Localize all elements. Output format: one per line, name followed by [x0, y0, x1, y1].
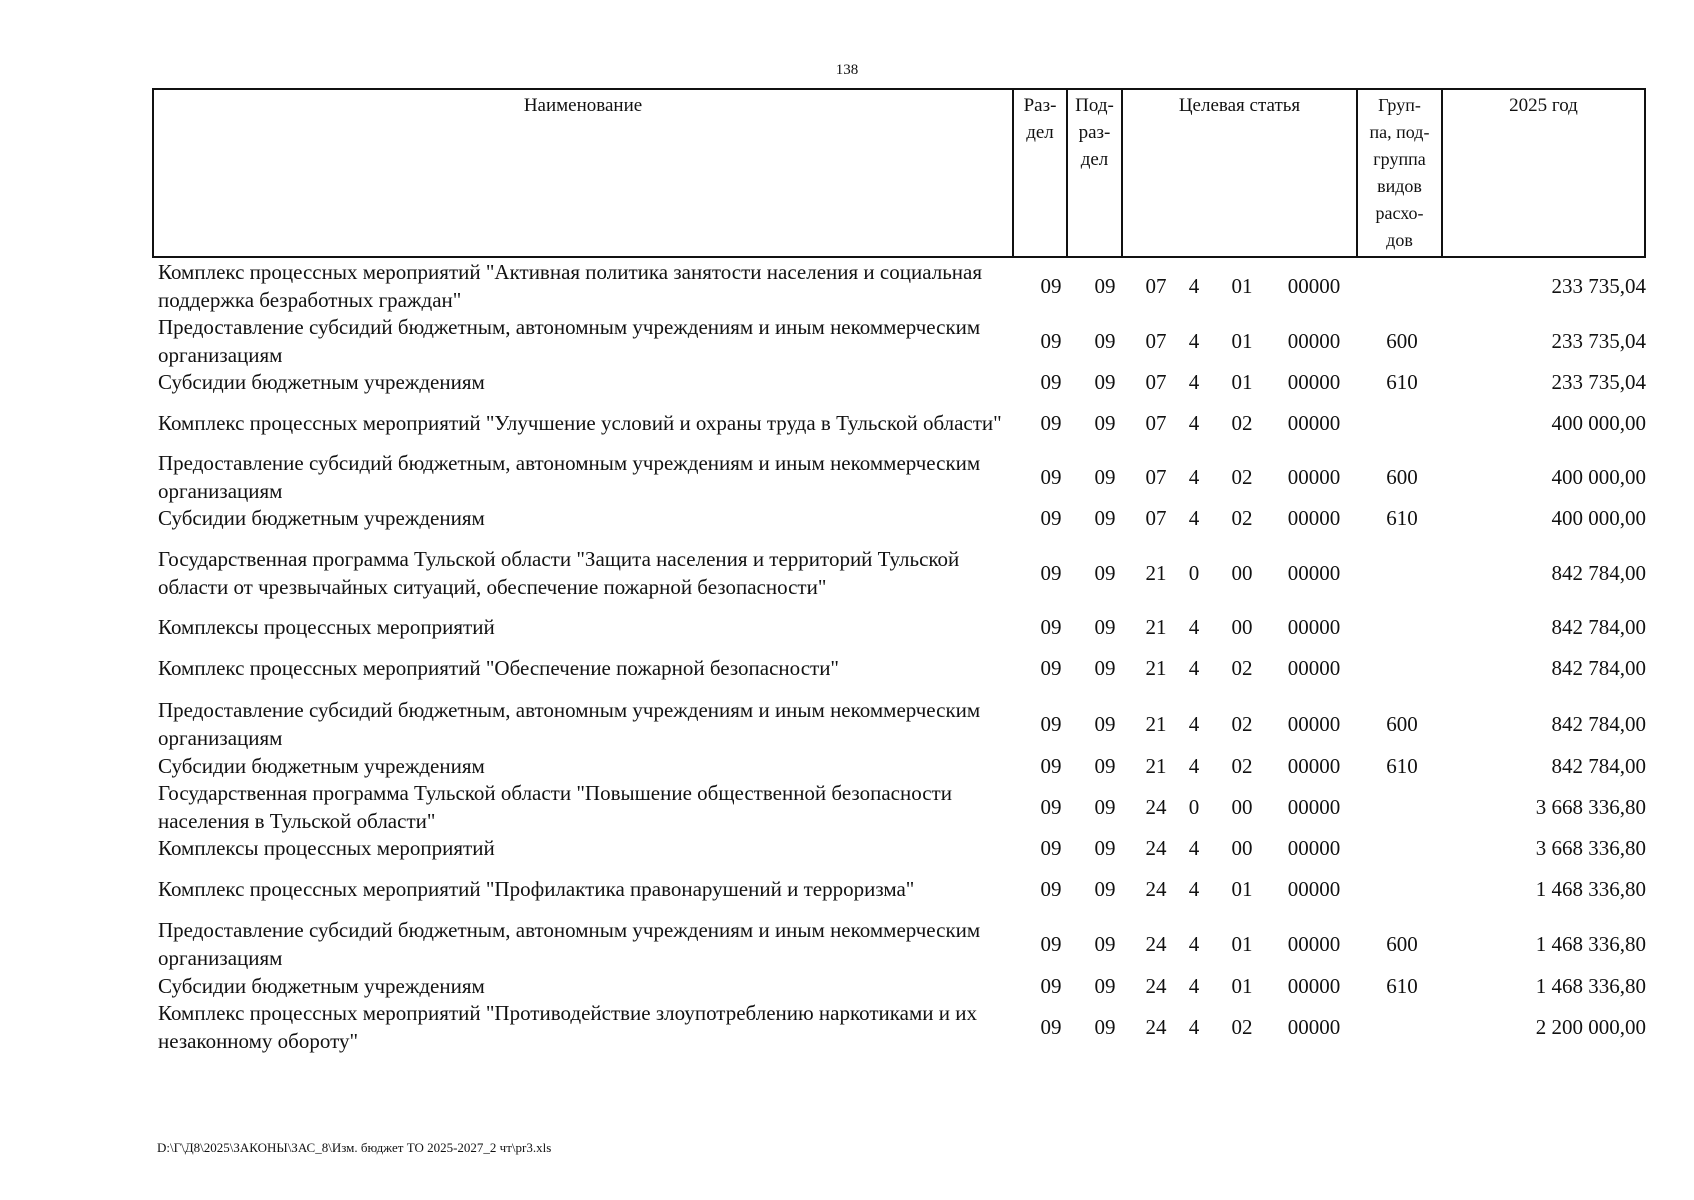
row-target-direction: 00000	[1287, 615, 1341, 639]
row-amount: 1 468 336,80	[1535, 877, 1646, 901]
row-target-program: 07	[1145, 465, 1167, 489]
table-row	[152, 752, 1646, 780]
row-target-type: 4	[1188, 932, 1200, 956]
row-name: Субсидии бюджетным учреждениям	[158, 754, 485, 778]
table-row	[152, 532, 1646, 614]
row-target-direction: 00000	[1287, 754, 1341, 778]
row-podrazdel: 09	[1094, 1015, 1116, 1039]
row-target-element: 02	[1231, 712, 1253, 736]
row-razdel: 09	[1040, 754, 1062, 778]
row-podrazdel: 09	[1094, 754, 1116, 778]
row-razdel: 09	[1040, 274, 1062, 298]
row-name: Предоставление субсидий бюджетным, автономным учреждениям и иным некоммерческим организациям	[158, 315, 981, 367]
row-razdel: 09	[1040, 712, 1062, 736]
row-podrazdel: 09	[1094, 795, 1116, 819]
row-target-direction: 00000	[1287, 411, 1341, 435]
row-podrazdel: 09	[1094, 411, 1116, 435]
row-target-type: 4	[1188, 836, 1200, 860]
header-name: Наименование	[154, 90, 1014, 256]
row-target-element: 01	[1231, 974, 1253, 998]
row-name: Комплекс процессных мероприятий "Обеспечение пожарной безопасности"	[158, 656, 840, 680]
row-podrazdel: 09	[1094, 712, 1116, 736]
row-amount: 400 000,00	[1551, 506, 1646, 530]
row-target-element: 01	[1231, 329, 1253, 353]
row-target-element: 01	[1231, 370, 1253, 394]
row-podrazdel: 09	[1094, 274, 1116, 298]
row-target-type: 4	[1188, 615, 1200, 639]
row-target-program: 24	[1145, 836, 1167, 860]
row-razdel: 09	[1040, 506, 1062, 530]
row-razdel: 09	[1040, 836, 1062, 860]
row-target-direction: 00000	[1287, 465, 1341, 489]
row-amount: 842 784,00	[1551, 656, 1646, 680]
row-amount: 400 000,00	[1551, 411, 1646, 435]
row-target-element: 00	[1231, 615, 1253, 639]
row-target-element: 00	[1231, 561, 1253, 585]
row-target-direction: 00000	[1287, 712, 1341, 736]
row-target-type: 4	[1188, 274, 1200, 298]
row-expense-group: 610	[1386, 754, 1418, 778]
row-amount: 3 668 336,80	[1535, 795, 1646, 819]
row-target-type: 4	[1188, 1015, 1200, 1039]
row-amount: 400 000,00	[1551, 465, 1646, 489]
row-razdel: 09	[1040, 974, 1062, 998]
row-target-type: 4	[1188, 754, 1200, 778]
row-target-direction: 00000	[1287, 506, 1341, 530]
row-podrazdel: 09	[1094, 932, 1116, 956]
row-target-direction: 00000	[1287, 836, 1341, 860]
row-podrazdel: 09	[1094, 974, 1116, 998]
table-row	[152, 696, 1646, 752]
row-name: Комплекс процессных мероприятий "Активная политика занятости населения и социальная поддержка безработных граждан"	[158, 260, 982, 312]
row-expense-group: 610	[1386, 370, 1418, 394]
page-number: 138	[835, 62, 859, 78]
table-row	[152, 640, 1646, 696]
row-amount: 233 735,04	[1551, 329, 1646, 353]
row-target-type: 4	[1188, 712, 1200, 736]
row-target-type: 4	[1188, 370, 1200, 394]
row-target-program: 24	[1145, 795, 1167, 819]
row-target-program: 24	[1145, 974, 1167, 998]
table-row	[152, 916, 1646, 972]
header-expense-group: Груп- па, под- группа видов расхо- дов	[1358, 90, 1443, 256]
row-target-type: 4	[1188, 506, 1200, 530]
row-target-element: 02	[1231, 506, 1253, 530]
row-name: Комплексы процессных мероприятий	[158, 615, 495, 639]
row-target-direction: 00000	[1287, 974, 1341, 998]
row-target-direction: 00000	[1287, 656, 1341, 680]
row-podrazdel: 09	[1094, 561, 1116, 585]
row-name: Комплексы процессных мероприятий	[158, 836, 495, 860]
row-target-element: 02	[1231, 411, 1253, 435]
table-header	[152, 88, 1646, 258]
row-amount: 1 468 336,80	[1535, 932, 1646, 956]
row-name: Предоставление субсидий бюджетным, автономным учреждениям и иным некоммерческим организациям	[158, 918, 981, 970]
row-amount: 842 784,00	[1551, 712, 1646, 736]
row-name: Предоставление субсидий бюджетным, автономным учреждениям и иным некоммерческим организациям	[158, 451, 981, 503]
row-amount: 842 784,00	[1551, 754, 1646, 778]
table-row	[152, 614, 1646, 640]
row-target-element: 00	[1231, 836, 1253, 860]
row-target-type: 4	[1188, 329, 1200, 353]
row-target-type: 4	[1188, 974, 1200, 998]
row-razdel: 09	[1040, 615, 1062, 639]
table-row	[152, 780, 1646, 834]
row-name: Субсидии бюджетным учреждениям	[158, 974, 485, 998]
row-target-program: 24	[1145, 1015, 1167, 1039]
row-name: Государственная программа Тульской области "Защита населения и территорий Тульской области от чрезвычайных ситуаций, обеспечение пожарной безопасности"	[158, 547, 960, 599]
row-target-type: 4	[1188, 877, 1200, 901]
row-razdel: 09	[1040, 465, 1062, 489]
table-row	[152, 368, 1646, 396]
file-path-footer: D:\Г\Д8\2025\ЗАКОНЫ\ЗАС_8\Изм. бюджет ТО 2025-2027_2 чт\pr3.xls	[157, 1140, 552, 1155]
row-target-program: 21	[1145, 754, 1167, 778]
table-row	[152, 972, 1646, 1000]
row-target-element: 01	[1231, 932, 1253, 956]
row-target-type: 4	[1188, 411, 1200, 435]
row-razdel: 09	[1040, 561, 1062, 585]
row-amount: 233 735,04	[1551, 274, 1646, 298]
row-razdel: 09	[1040, 1015, 1062, 1039]
row-podrazdel: 09	[1094, 506, 1116, 530]
row-target-element: 02	[1231, 656, 1253, 680]
table-row	[152, 504, 1646, 532]
row-expense-group: 600	[1386, 712, 1418, 736]
table-row	[152, 258, 1646, 314]
row-podrazdel: 09	[1094, 836, 1116, 860]
row-razdel: 09	[1040, 932, 1062, 956]
row-target-type: 4	[1188, 465, 1200, 489]
row-target-program: 21	[1145, 656, 1167, 680]
row-target-direction: 00000	[1287, 370, 1341, 394]
row-name: Государственная программа Тульской области "Повышение общественной безопасности населения в Тульской области"	[158, 781, 952, 833]
row-target-element: 01	[1231, 877, 1253, 901]
row-target-element: 00	[1231, 795, 1253, 819]
header-podrazdel: Под- раз- дел	[1068, 90, 1123, 256]
row-amount: 3 668 336,80	[1535, 836, 1646, 860]
row-name: Комплекс процессных мероприятий "Противодействие злоупотреблению наркотиками и их незаконному обороту"	[158, 1001, 977, 1053]
row-razdel: 09	[1040, 329, 1062, 353]
row-podrazdel: 09	[1094, 615, 1116, 639]
row-target-program: 21	[1145, 561, 1167, 585]
row-razdel: 09	[1040, 656, 1062, 680]
table-body	[152, 258, 1646, 1054]
row-razdel: 09	[1040, 370, 1062, 394]
row-target-direction: 00000	[1287, 795, 1341, 819]
row-target-program: 07	[1145, 329, 1167, 353]
row-target-direction: 00000	[1287, 561, 1341, 585]
row-target-type: 4	[1188, 656, 1200, 680]
row-target-program: 07	[1145, 411, 1167, 435]
row-name: Субсидии бюджетным учреждениям	[158, 370, 485, 394]
row-target-program: 21	[1145, 712, 1167, 736]
row-target-direction: 00000	[1287, 1015, 1341, 1039]
row-expense-group: 600	[1386, 329, 1418, 353]
row-target-type: 0	[1188, 795, 1200, 819]
row-target-program: 24	[1145, 932, 1167, 956]
row-target-type: 0	[1188, 561, 1200, 585]
row-name: Комплекс процессных мероприятий "Профилактика правонарушений и терроризма"	[158, 877, 915, 901]
table-row	[152, 314, 1646, 368]
row-target-direction: 00000	[1287, 932, 1341, 956]
row-target-element: 02	[1231, 1015, 1253, 1039]
row-podrazdel: 09	[1094, 329, 1116, 353]
header-year: 2025 год	[1509, 95, 1578, 116]
row-podrazdel: 09	[1094, 877, 1116, 901]
row-target-direction: 00000	[1287, 877, 1341, 901]
table-row	[152, 450, 1646, 504]
row-name: Предоставление субсидий бюджетным, автономным учреждениям и иным некоммерческим организациям	[158, 698, 981, 750]
table-row	[152, 834, 1646, 862]
table-row	[152, 1000, 1646, 1054]
row-amount: 842 784,00	[1551, 615, 1646, 639]
row-expense-group: 610	[1386, 506, 1418, 530]
header-target-article: Целевая статья	[1123, 90, 1358, 256]
row-target-program: 07	[1145, 506, 1167, 530]
row-razdel: 09	[1040, 411, 1062, 435]
row-target-direction: 00000	[1287, 274, 1341, 298]
row-amount: 842 784,00	[1551, 561, 1646, 585]
row-target-program: 24	[1145, 877, 1167, 901]
row-target-program: 07	[1145, 274, 1167, 298]
row-target-program: 21	[1145, 615, 1167, 639]
row-podrazdel: 09	[1094, 370, 1116, 394]
table-row	[152, 862, 1646, 916]
row-razdel: 09	[1040, 795, 1062, 819]
row-target-element: 02	[1231, 754, 1253, 778]
header-razdel: Раз- дел	[1014, 90, 1068, 256]
row-expense-group: 600	[1386, 465, 1418, 489]
row-name: Субсидии бюджетным учреждениям	[158, 506, 485, 530]
row-razdel: 09	[1040, 877, 1062, 901]
row-podrazdel: 09	[1094, 465, 1116, 489]
row-expense-group: 600	[1386, 932, 1418, 956]
row-expense-group: 610	[1386, 974, 1418, 998]
row-podrazdel: 09	[1094, 656, 1116, 680]
row-target-program: 07	[1145, 370, 1167, 394]
row-amount: 1 468 336,80	[1535, 974, 1646, 998]
row-amount: 233 735,04	[1551, 370, 1646, 394]
row-amount: 2 200 000,00	[1535, 1015, 1646, 1039]
row-target-element: 02	[1231, 465, 1253, 489]
row-target-element: 01	[1231, 274, 1253, 298]
table-row	[152, 396, 1646, 450]
row-name: Комплекс процессных мероприятий "Улучшение условий и охраны труда в Тульской области"	[158, 411, 1002, 435]
row-target-direction: 00000	[1287, 329, 1341, 353]
